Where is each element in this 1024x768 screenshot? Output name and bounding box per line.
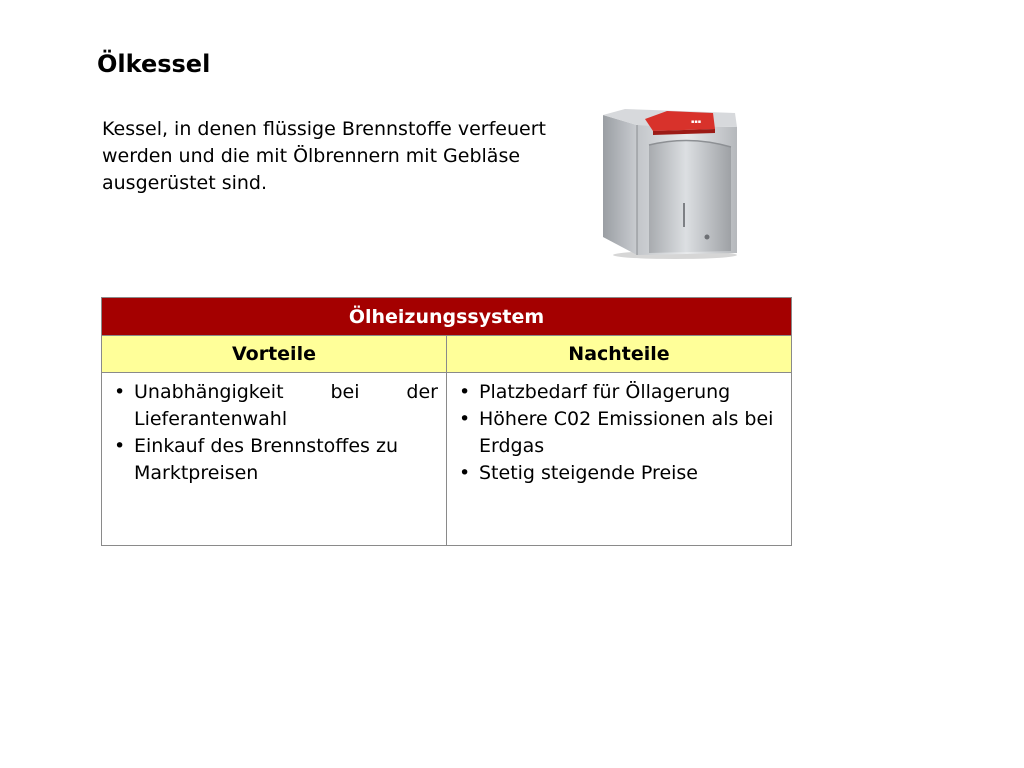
disadvantage-item: • Höhere C02 Emissionen als bei Erdgas: [457, 406, 783, 460]
advantage-item: • Unabhängigkeit bei der Lieferantenwahl: [112, 379, 438, 433]
table-header-system: Ölheizungssystem: [102, 298, 792, 336]
disadvantages-cell: [447, 373, 792, 546]
oil-boiler-image: [595, 105, 745, 260]
svg-text:▪▪▪: ▪▪▪: [691, 119, 702, 125]
disadvantage-item: • Stetig steigende Preise: [457, 460, 783, 487]
heating-system-table: [101, 297, 792, 546]
advantages-cell: [102, 373, 447, 546]
column-header-advantages: Vorteile: [102, 336, 447, 373]
intro-text: Kessel, in denen flüssige Brennstoffe verfeuert werden und die mit Ölbrennern mit Gebläse ausgerüstet sind.: [102, 118, 546, 194]
disadvantage-item: • Platzbedarf für Öllagerung: [457, 379, 783, 406]
advantages-list: [112, 379, 438, 487]
slide-title: Ölkessel: [97, 50, 211, 78]
column-header-disadvantages: Nachteile: [447, 336, 792, 373]
advantage-item: • Einkauf des Brennstoffes zu Marktpreisen: [112, 433, 438, 487]
disadvantages-list: [457, 379, 783, 487]
